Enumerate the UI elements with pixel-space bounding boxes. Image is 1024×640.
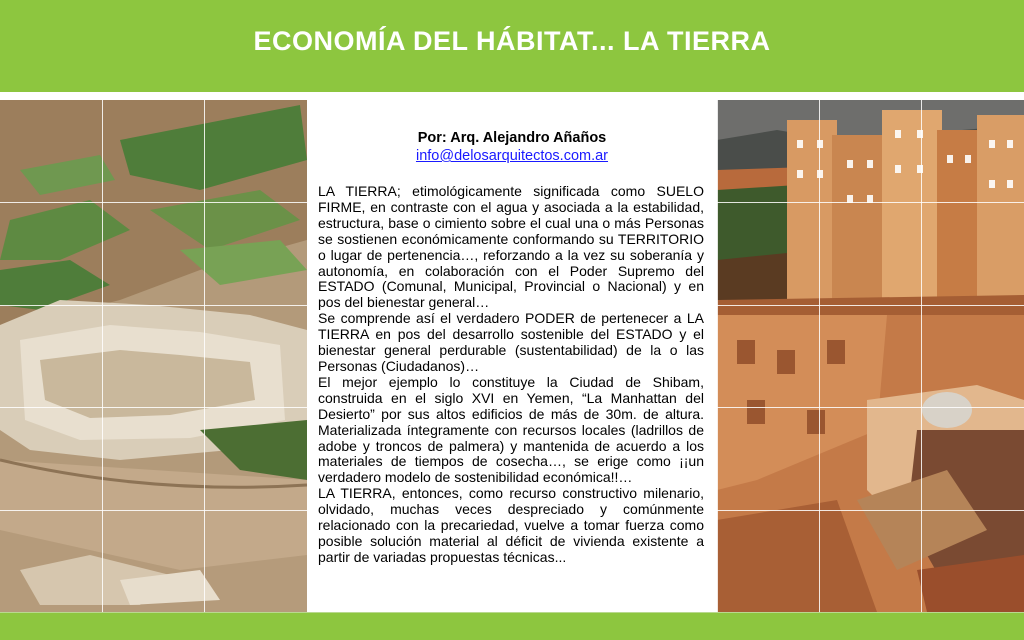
author-email-link[interactable]: info@delosarquitectos.com.ar <box>415 148 609 164</box>
grid-line <box>921 100 922 612</box>
grid-line <box>204 100 205 612</box>
grid-line <box>717 407 1024 408</box>
paragraph-1: LA TIERRA; etimológicamente significada como SUELO FIRME, en contraste con el agua y asociada a la estabilidad, estructura, base o cimiento sobre el cual una o más Personas se sostienen económicamente conformando su TERRITORIO o lugar de pertenencia…, reforzando a la vez su soberanía y autonomía, en colaboración con el Poder Supremo del ESTADO (Comunal, Municipal, Provincial o Nacional) y en pos del bienestar general… <box>318 183 704 311</box>
aerial-photo-graphic <box>0 100 307 612</box>
grid-line <box>717 305 1024 306</box>
grid-line <box>0 510 307 511</box>
towers-photo-graphic <box>717 100 1024 612</box>
article-body <box>318 184 704 566</box>
photo-shibam-towers <box>717 100 1024 612</box>
grid-line <box>102 100 103 612</box>
grid-line <box>0 407 307 408</box>
article-text-box <box>307 100 717 612</box>
grid-line <box>819 100 820 612</box>
paragraph-3: El mejor ejemplo lo constituye la Ciudad de Shibam, construida en el siglo XVI en Yemen, “La Manhattan del Desierto” por sus altos edificios de más de 30m. de altura. Materializada íntegramente con recursos locales (ladrillos de adobe y troncos de palmera) y mantenida de acuerdo a los materiales de tiempos de cosecha…, se erige como ¡¡un verdadero modelo de sostenibilidad económica!!… <box>318 373 704 486</box>
author-byline: Por: Arq. Alejandro Añaños <box>417 130 607 146</box>
grid-line <box>307 100 308 612</box>
aerial-photo-shibam <box>0 100 307 612</box>
footer-bar <box>0 612 1024 640</box>
grid-line <box>0 202 307 203</box>
grid-line <box>717 510 1024 511</box>
grid-line <box>717 202 1024 203</box>
paragraph-4: LA TIERRA, entonces, como recurso constructivo milenario, olvidado, muchas veces despreciado y comúnmente relacionado con la precariedad, vuelve a tomar fuerza como posible solución material al déficit de vivienda existente a partir de variadas propuestas técnicas... <box>318 485 704 565</box>
grid-line <box>717 100 718 612</box>
grid-line <box>0 305 307 306</box>
page-title: ECONOMÍA DEL HÁBITAT... LA TIERRA <box>253 25 771 56</box>
header-bar <box>0 0 1024 92</box>
paragraph-2: Se comprende así el verdadero PODER de pertenecer a LA TIERRA en pos del desarrollo sostenible del ESTADO y el bienestar general perdurable (sustentabilidad) de la o las Personas (Ciudadanos)… <box>318 310 704 374</box>
